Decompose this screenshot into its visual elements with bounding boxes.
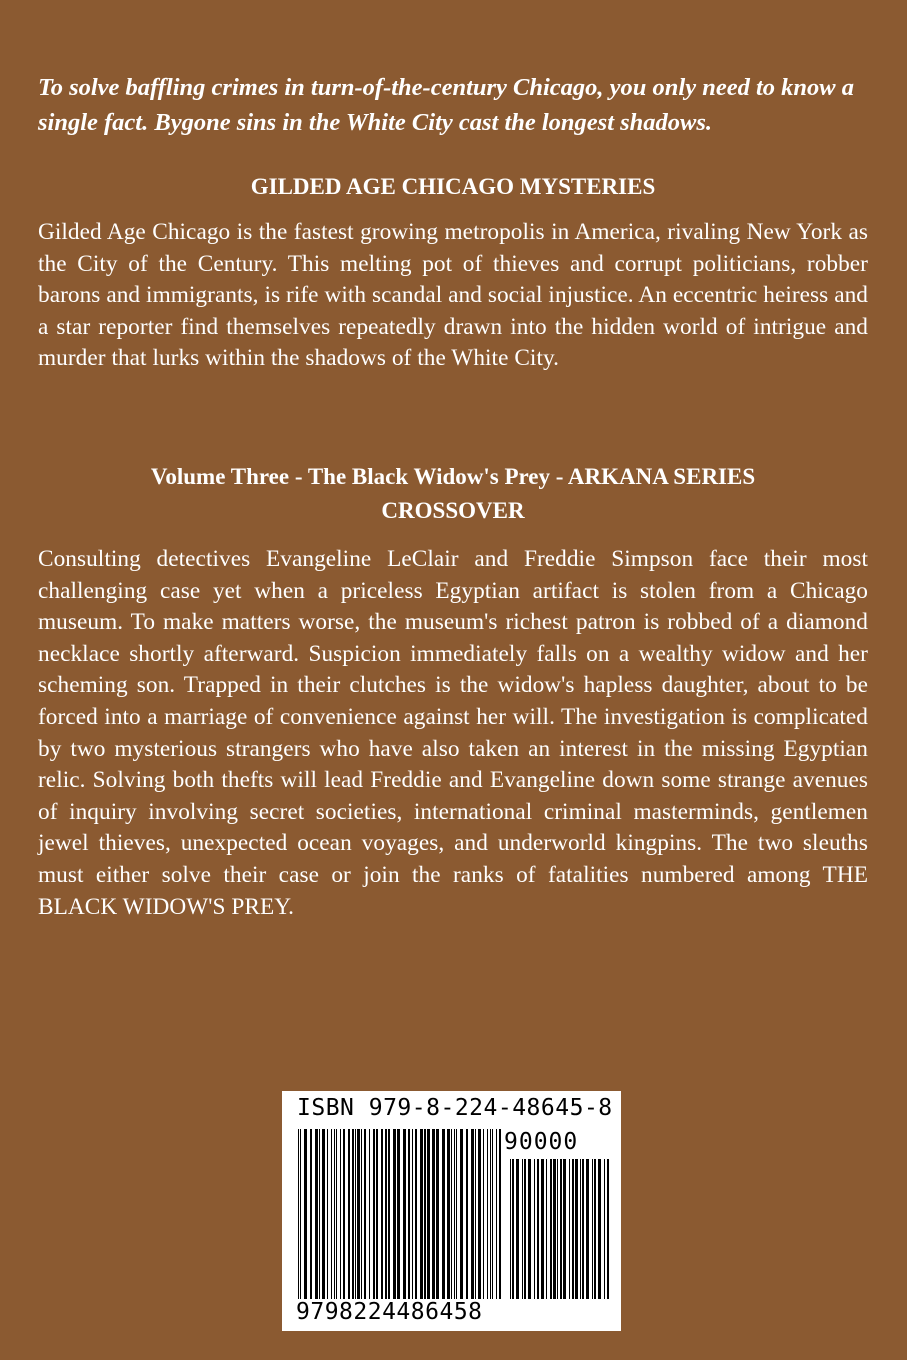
barcode-bar bbox=[336, 1129, 337, 1299]
tagline: To solve baffling crimes in turn-of-the-century Chicago, you only need to know a single fact. Bygone sins in the White City cast the longest shadows. bbox=[38, 74, 855, 136]
barcode-bar bbox=[381, 1129, 383, 1299]
barcode-bar bbox=[327, 1129, 328, 1299]
barcode-bar bbox=[510, 1159, 511, 1299]
barcode-bar bbox=[376, 1129, 378, 1299]
barcode-bar bbox=[553, 1159, 556, 1299]
barcode-digits: 9798224486458 bbox=[296, 1299, 483, 1325]
barcode-bar bbox=[315, 1129, 318, 1299]
barcode-bar bbox=[550, 1159, 552, 1299]
barcode-bar bbox=[456, 1129, 457, 1299]
barcode-bar bbox=[490, 1129, 491, 1299]
barcode-bar bbox=[560, 1159, 562, 1299]
barcode-bar bbox=[361, 1129, 362, 1299]
barcode-bar bbox=[483, 1129, 484, 1299]
ean-barcode-bars bbox=[298, 1129, 503, 1309]
barcode-bar bbox=[582, 1159, 584, 1299]
barcode-bar bbox=[331, 1129, 332, 1299]
volume-title bbox=[38, 460, 868, 528]
barcode-bar bbox=[427, 1129, 430, 1299]
barcode-bar bbox=[537, 1159, 539, 1299]
barcode-bar bbox=[415, 1129, 417, 1299]
barcode-bar bbox=[522, 1159, 523, 1299]
addon-barcode-bars bbox=[510, 1159, 610, 1309]
barcode-bar bbox=[460, 1129, 463, 1299]
barcode-bar bbox=[348, 1129, 350, 1299]
barcode-bar bbox=[304, 1129, 307, 1299]
barcode-bar bbox=[487, 1129, 488, 1299]
barcode-bar bbox=[492, 1129, 493, 1299]
barcode-bar bbox=[408, 1129, 410, 1299]
barcode-bar bbox=[322, 1129, 325, 1299]
barcode-bar bbox=[534, 1159, 535, 1299]
price-addon: 90000 bbox=[504, 1129, 579, 1155]
barcode-bar bbox=[310, 1129, 312, 1299]
volume-description: Consulting detectives Evangeline LeClair and Freddie Simpson face their most challenging case yet when a priceless Egyptian artifact is stolen from a Chicago museum. To make matters worse, the museum's richest patron is robbed of a diamond necklace shortly afterward. Suspicion immediately falls on a wealthy widow and her scheming son. Trapped in their clutches is the widow's hapless daughter, about to be forced into a marriage of convenience against her will. The investigation is complicated by two mysterious strangers who have also taken an interest in the missing Egyptian relic. Solving both thefts will lead Freddie and Evangeline down some strange avenues of inquiry involving secret societies, international criminal masterminds, gentlemen jewel thieves, unexpected ocean voyages, and underworld kingpins. The two sleuths must either solve their case or join the ranks of fatalities numbered among THE BLACK WIDOW'S PREY. bbox=[38, 546, 868, 920]
barcode-bar bbox=[475, 1129, 476, 1299]
barcode-bar bbox=[546, 1159, 547, 1299]
barcode-bar bbox=[420, 1129, 423, 1299]
barcode-bar bbox=[436, 1129, 439, 1299]
barcode-bar bbox=[594, 1159, 596, 1299]
barcode-bar bbox=[563, 1159, 566, 1299]
barcode-bar bbox=[432, 1129, 435, 1299]
barcode-panel bbox=[282, 1091, 621, 1331]
series-description: Gilded Age Chicago is the fastest growing metropolis in America, rivaling New York as the City of the Century. This melting pot of thieves and corrupt politicians, robber barons and immigrants, is rife with scandal and social injustice. An eccentric heiress and a star reporter find themselves repeatedly drawn into the hidden world of intrigue and murder that lurks within the shadows of the White City. bbox=[38, 219, 868, 372]
barcode-bar bbox=[340, 1129, 341, 1299]
barcode-bar bbox=[541, 1159, 544, 1299]
series-title: GILDED AGE CHICAGO MYSTERIES bbox=[250, 174, 656, 199]
barcode-bar bbox=[319, 1129, 320, 1299]
barcode-bar bbox=[442, 1129, 445, 1299]
volume-title-line2: CROSSOVER bbox=[381, 498, 525, 523]
barcode-bar bbox=[454, 1129, 455, 1299]
isbn-label: ISBN 979-8-224-48645-8 bbox=[297, 1095, 613, 1121]
barcode-bar bbox=[524, 1159, 526, 1299]
barcode-bar bbox=[403, 1129, 406, 1299]
barcode-bar bbox=[369, 1129, 370, 1299]
barcode-bar bbox=[364, 1129, 366, 1299]
barcode-bar bbox=[298, 1129, 299, 1299]
barcode-bar bbox=[393, 1129, 396, 1299]
barcode-bar bbox=[352, 1129, 354, 1299]
barcode-bar bbox=[592, 1159, 593, 1299]
barcode-bar bbox=[357, 1129, 360, 1299]
barcode-bar bbox=[373, 1129, 375, 1299]
barcode-bar bbox=[580, 1159, 581, 1299]
barcode-bar bbox=[557, 1159, 558, 1299]
barcode-bar bbox=[496, 1129, 497, 1299]
barcode-bar bbox=[397, 1129, 400, 1299]
barcode-bar bbox=[499, 1129, 501, 1299]
barcode-bar bbox=[512, 1159, 514, 1299]
barcode-bar bbox=[516, 1159, 519, 1299]
barcode-bar bbox=[424, 1129, 426, 1299]
barcode-bar bbox=[586, 1159, 589, 1299]
barcode-bar bbox=[575, 1159, 578, 1299]
volume-title-line1: Volume Three - The Black Widow's Prey - ARKANA SERIES bbox=[150, 464, 756, 489]
barcode-bar bbox=[300, 1129, 301, 1299]
barcode-bar bbox=[607, 1159, 609, 1299]
barcode-bar bbox=[466, 1129, 468, 1299]
barcode-bar bbox=[385, 1129, 387, 1299]
barcode-bar bbox=[412, 1129, 413, 1299]
barcode-bar bbox=[569, 1159, 570, 1299]
barcode-bar bbox=[572, 1159, 574, 1299]
barcode-bar bbox=[604, 1159, 605, 1299]
barcode-bar bbox=[388, 1129, 390, 1299]
barcode-bar bbox=[451, 1129, 452, 1299]
barcode-bar bbox=[343, 1129, 345, 1299]
barcode-bar bbox=[447, 1129, 450, 1299]
barcode-bar bbox=[598, 1159, 601, 1299]
barcode-bar bbox=[478, 1129, 481, 1299]
barcode-bar bbox=[471, 1129, 474, 1299]
barcode-bar bbox=[334, 1129, 335, 1299]
barcode-bar bbox=[528, 1159, 531, 1299]
barcode-bar bbox=[355, 1129, 356, 1299]
